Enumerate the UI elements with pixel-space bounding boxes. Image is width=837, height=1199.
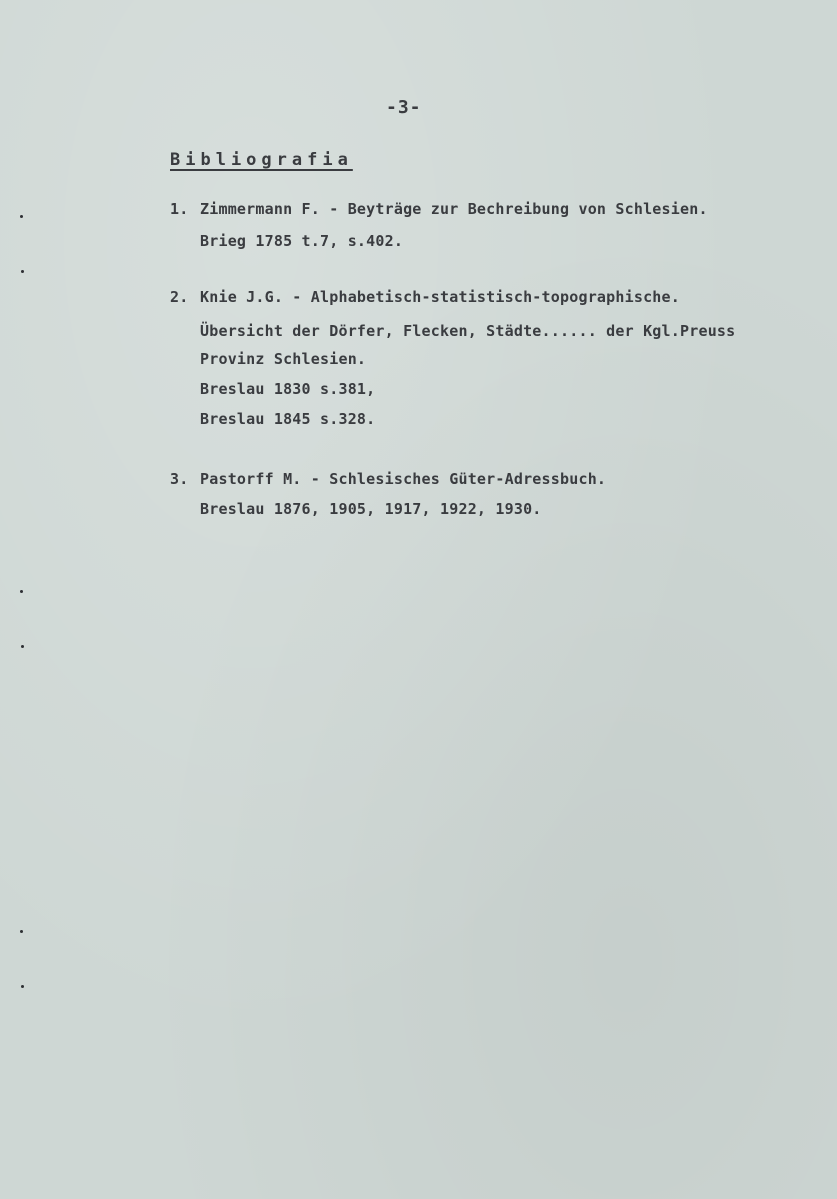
margin-speck xyxy=(21,985,24,988)
page-number: -3- xyxy=(386,97,422,118)
entry-2-line-1 xyxy=(170,288,680,306)
entry-1-line-2: Brieg 1785 t.7, s.402. xyxy=(200,232,404,250)
margin-speck xyxy=(21,270,24,273)
entry-2-line-4: Breslau 1830 s.381, xyxy=(200,380,376,398)
margin-speck xyxy=(20,215,23,218)
margin-speck xyxy=(20,930,23,933)
entry-1-number: 1. xyxy=(170,200,189,218)
entry-1-text: Zimmermann F. - Beyträge zur Bechreibung von Schlesien. xyxy=(200,200,708,218)
entry-2-line-2: Übersicht der Dörfer, Flecken, Städte...... der Kgl.Preuss xyxy=(200,322,736,340)
entry-2-text: Knie J.G. - Alphabetisch-statistisch-topographische. xyxy=(200,288,680,306)
entry-3-text: Pastorff M. - Schlesisches Güter-Adressbuch. xyxy=(200,470,607,488)
entry-2-line-5: Breslau 1845 s.328. xyxy=(200,410,376,428)
entry-1-line-1 xyxy=(170,200,708,218)
entry-2-number: 2. xyxy=(170,288,189,306)
entry-3-number: 3. xyxy=(170,470,189,488)
entry-2-line-3: Provinz Schlesien. xyxy=(200,350,367,368)
margin-speck xyxy=(21,645,24,648)
margin-speck xyxy=(20,590,23,593)
entry-3-line-1 xyxy=(170,470,606,488)
bibliography-heading: Bibliografia xyxy=(170,150,353,170)
entry-3-line-2: Breslau 1876, 1905, 1917, 1922, 1930. xyxy=(200,500,542,518)
